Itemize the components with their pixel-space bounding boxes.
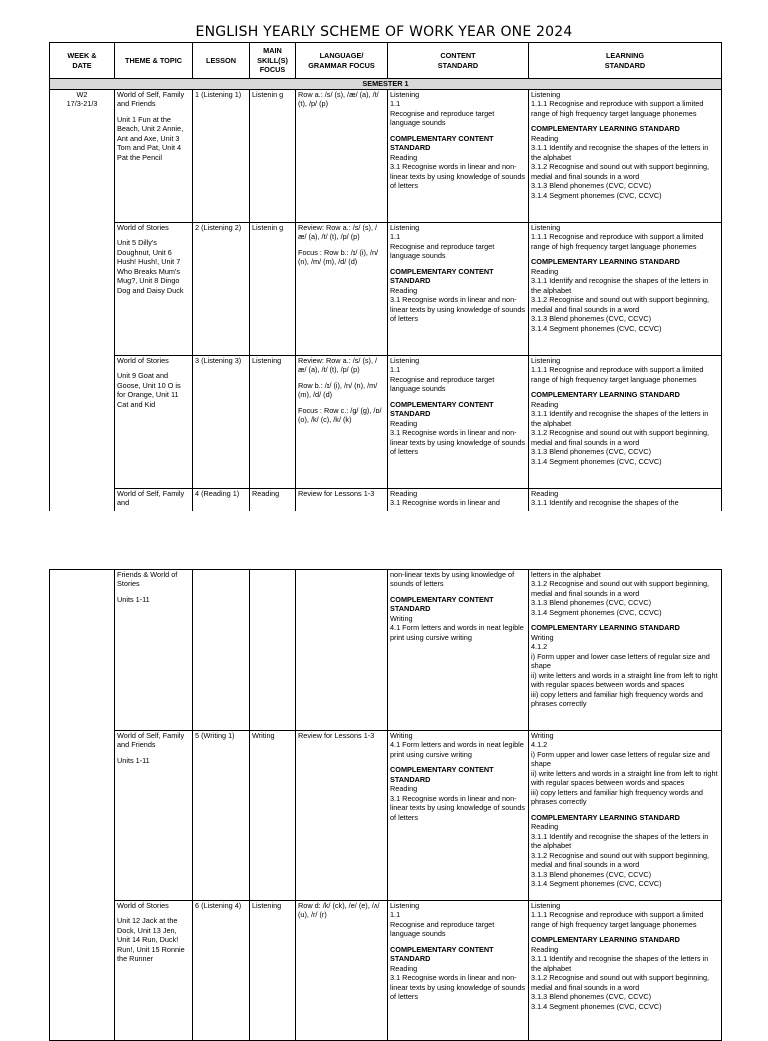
learning-standard-text: 1.1.1 Recognise and reproduce with support a limited range of high frequency target language phonemes [531, 99, 704, 118]
content-standard-text: Reading [390, 489, 418, 498]
header-lesson: LESSON [193, 43, 250, 79]
header-language-line-2: GRAMMAR FOCUS [308, 60, 375, 70]
theme-topic-text: Unit 9 Goat and Goose, Unit 10 O is for Orange, Unit 11 Cat and Kid [117, 371, 181, 409]
content-standard-text: Recognise and reproduce target language sounds [390, 374, 495, 394]
content-standard-text: Recognise and reproduce target language sounds [390, 108, 495, 128]
content-standard-text: Reading [390, 152, 418, 162]
theme-topic-text: World of Self, Family and [117, 489, 185, 508]
language-focus-cell [296, 731, 388, 901]
learning-standard-text: COMPLEMENTARY LEARNING STANDARD [531, 812, 680, 822]
learning-standard-text: COMPLEMENTARY LEARNING STANDARD [531, 623, 680, 633]
learning-standard-text: 3.1.4 Segment phonemes (CVC, CCVC) [531, 190, 662, 200]
content-standard-text: 3.1 Recognise words in linear and non-linear texts by using knowledge of sounds of letters [390, 973, 526, 1002]
skill-focus-cell: Listening [250, 901, 296, 1041]
content-standard-text: Recognise and reproduce target language sounds [390, 919, 495, 939]
week-date-cell [50, 90, 115, 512]
language-focus-cell [296, 489, 388, 512]
theme-topic-text: Units 1-11 [117, 594, 150, 604]
lesson-cell: 6 (Listening 4) [193, 901, 250, 1041]
content-standard-text: COMPLEMENTARY CONTENT STANDARD [390, 765, 494, 784]
learning-standard-text: 4.1.2 [531, 642, 548, 652]
learning-standard-text: 4.1.2 [531, 740, 548, 750]
learning-standard-text: COMPLEMENTARY LEARNING STANDARD [531, 390, 680, 400]
learning-standard-text: Reading [531, 822, 559, 832]
table-row [50, 901, 722, 1041]
document-title: ENGLISH YEARLY SCHEME OF WORK YEAR ONE 2024 [195, 24, 573, 40]
theme-topic-text: Units 1-11 [117, 755, 150, 765]
content-standard-text: 1.1 [390, 910, 401, 920]
language-focus-cell [296, 223, 388, 356]
table-row [50, 90, 722, 223]
content-standard-cell [388, 356, 529, 489]
content-standard-text: Listening [390, 356, 420, 365]
learning-standard-text: 3.1.4 Segment phonemes (CVC, CCVC) [531, 323, 662, 333]
language-focus-cell [296, 90, 388, 223]
content-standard-cell [388, 731, 529, 901]
content-standard-text: 3.1 Recognise words in linear and non-linear texts by using knowledge of sounds of letters [390, 162, 526, 191]
content-standard-text: COMPLEMENTARY CONTENT STANDARD [390, 944, 494, 964]
learning-standard-text: Reading [531, 266, 559, 276]
theme-topic-cell [115, 901, 193, 1041]
learning-standard-text: Reading [531, 133, 559, 143]
week-date-cell [50, 570, 115, 1041]
theme-topic-cell [115, 90, 193, 223]
language-focus-cell [296, 570, 388, 731]
theme-topic-text: World of Stories [117, 356, 169, 365]
header-theme: THEME & TOPIC [115, 43, 193, 79]
learning-standard-text: 3.1.3 Blend phonemes (CVC, CCVC) [531, 869, 652, 879]
header-content-line-1: CONTENT [440, 51, 476, 61]
learning-standard-text: 1.1.1 Recognise and reproduce with support a limited range of high frequency target language phonemes [531, 910, 704, 929]
content-standard-text: 3.1 Recognise words in linear and non-linear texts by using knowledge of sounds of letters [390, 428, 526, 457]
week-date-text: 17/3-21/3 [66, 99, 98, 109]
content-standard-text: 3.1 Recognise words in linear and non-linear texts by using knowledge of sounds of letters [390, 295, 526, 324]
learning-standard-cell [529, 90, 722, 223]
learning-standard-text: Writing [531, 731, 554, 740]
learning-standard-text: letters in the alphabet [531, 570, 601, 579]
theme-topic-text: World of Self, Family and Friends [117, 731, 185, 750]
skill-focus-cell [250, 570, 296, 731]
content-standard-cell [388, 901, 529, 1041]
language-focus-text: Review for Lessons 1-3 [298, 731, 375, 740]
learning-standard-text: 3.1.2 Recognise and sound out with support beginning, medial and final sounds in a word [531, 850, 710, 870]
lesson-cell: 3 (Listening 3) [193, 356, 250, 489]
lesson-cell: 5 (Writing 1) [193, 731, 250, 901]
table-row [50, 731, 722, 901]
header-learning-line-2: STANDARD [604, 60, 646, 70]
learning-standard-text: ii) write letters and words in a straight line from left to right with regular spaces between words and spaces [531, 670, 718, 690]
learning-standard-text: iii) copy letters and familiar high frequency words and phrases correctly [531, 787, 703, 807]
content-standard-cell [388, 489, 529, 512]
learning-standard-text: 3.1.1 Identify and recognise the shapes of the letters in the alphabet [531, 143, 709, 162]
learning-standard-text: Listening [531, 356, 561, 365]
header-week [50, 43, 115, 79]
language-focus-text: Row b.: /ɪ/ (i), /n/ (n), /m/ (m), /d/ (d) [298, 380, 378, 400]
theme-topic-cell [115, 731, 193, 901]
theme-topic-cell [115, 356, 193, 489]
lesson-cell: 2 (Listening 2) [193, 223, 250, 356]
theme-topic-cell [115, 489, 193, 512]
content-standard-cell [388, 223, 529, 356]
table-row [50, 356, 722, 489]
skill-focus-cell: Listening [250, 356, 296, 489]
learning-standard-text: COMPLEMENTARY LEARNING STANDARD [531, 257, 680, 267]
learning-standard-text: 1.1.1 Recognise and reproduce with support a limited range of high frequency target language phonemes [531, 365, 704, 384]
learning-standard-cell [529, 901, 722, 1041]
skill-focus-cell: Reading [250, 489, 296, 512]
content-standard-text: 3.1 Recognise words in linear and [390, 498, 500, 508]
language-focus-text: Review: Row a.: /s/ (s), /æ/ (a), /t/ (t), /p/ (p) [298, 223, 378, 242]
learning-standard-text: 1.1.1 Recognise and reproduce with support a limited range of high frequency target language phonemes [531, 232, 704, 251]
lesson-cell: 1 (Listening 1) [193, 90, 250, 223]
learning-standard-text: i) Form upper and lower case letters of regular size and shape [531, 749, 710, 769]
learning-standard-text: iii) copy letters and familiar high frequency words and phrases correctly [531, 689, 703, 709]
content-standard-text: Reading [390, 418, 418, 428]
learning-standard-text: i) Form upper and lower case letters of regular size and shape [531, 651, 710, 671]
content-standard-text: non-linear texts by using knowledge of sounds of letters [390, 570, 515, 589]
scheme-table-page-2 [49, 569, 722, 1041]
header-language-line-1: LANGUAGE/ [319, 51, 364, 61]
theme-topic-text: Friends & World of Stories [117, 570, 178, 589]
theme-topic-cell [115, 223, 193, 356]
content-standard-text: Reading [390, 285, 418, 295]
learning-standard-text: Reading [531, 399, 559, 409]
language-focus-text: Focus : Row b.: /ɪ/ (i), /n/ (n), /m/ (m), /d/ (d) [298, 247, 379, 267]
theme-topic-text: Unit 1 Fun at the Beach, Unit 2 Annie, Ant and Axe, Unit 3 Tom and Pat, Unit 4 Pat the Pencil [117, 114, 184, 162]
content-standard-text: Listening [390, 90, 420, 99]
learning-standard-text: 3.1.3 Blend phonemes (CVC, CCVC) [531, 181, 652, 191]
learning-standard-text: Reading [531, 489, 559, 498]
learning-standard-cell [529, 489, 722, 512]
learning-standard-text: 3.1.1 Identify and recognise the shapes of the letters in the alphabet [531, 276, 709, 295]
lesson-cell: 4 (Reading 1) [193, 489, 250, 512]
content-standard-text: Writing [390, 613, 413, 623]
learning-standard-text: 3.1.2 Recognise and sound out with support beginning, medial and final sounds in a word [531, 162, 710, 181]
content-standard-text: 1.1 [390, 99, 401, 109]
learning-standard-text: 3.1.3 Blend phonemes (CVC, CCVC) [531, 447, 652, 457]
theme-topic-text: World of Stories [117, 901, 169, 910]
content-standard-text: Recognise and reproduce target language sounds [390, 241, 495, 261]
learning-standard-text: 3.1.1 Identify and recognise the shapes of the letters in the alphabet [531, 409, 709, 428]
semester-row [50, 79, 722, 90]
language-focus-text: Review: Row a.: /s/ (s), /æ/ (a), /t/ (t), /p/ (p) [298, 356, 378, 375]
learning-standard-text: 3.1.1 Identify and recognise the shapes of the letters in the alphabet [531, 831, 709, 851]
header-content-line-2: STANDARD [437, 60, 479, 70]
learning-standard-text: Listening [531, 223, 561, 232]
learning-standard-text: 3.1.1 Identify and recognise the shapes of the [531, 498, 679, 508]
theme-topic-text: World of Stories [117, 223, 169, 232]
learning-standard-cell [529, 570, 722, 731]
learning-standard-text: 3.1.2 Recognise and sound out with support beginning, medial and final sounds in a word [531, 295, 710, 314]
content-standard-text: COMPLEMENTARY CONTENT STANDARD [390, 399, 494, 419]
header-week-line-2: DATE [72, 60, 92, 70]
learning-standard-text: 3.1.4 Segment phonemes (CVC, CCVC) [531, 1001, 662, 1011]
skill-focus-cell: Writing [250, 731, 296, 901]
learning-standard-text: COMPLEMENTARY LEARNING STANDARD [531, 935, 680, 945]
learning-standard-cell [529, 223, 722, 356]
header-skill-line-1: MAIN [263, 46, 282, 56]
page-1-region [0, 0, 768, 511]
language-focus-text: Focus : Row c.: /g/ (g), /ɒ/ (o), /k/ (c), /k/ (k) [298, 405, 382, 425]
learning-standard-text: Reading [531, 944, 559, 954]
learning-standard-text: 3.1.3 Blend phonemes (CVC, CCVC) [531, 314, 652, 324]
content-standard-text: 1.1 [390, 365, 401, 375]
content-standard-text: COMPLEMENTARY CONTENT STANDARD [390, 266, 494, 286]
content-standard-text: Reading [390, 784, 418, 794]
learning-standard-text: 3.1.2 Recognise and sound out with support beginning, medial and final sounds in a word [531, 428, 710, 447]
header-content [388, 43, 529, 79]
language-focus-text: Row d: /k/ (ck), /e/ (e), /ʌ/ (u), /r/ (r) [298, 901, 380, 920]
learning-standard-cell [529, 731, 722, 901]
table-row [50, 570, 722, 731]
learning-standard-text: ii) write letters and words in a straight line from left to right with regular spaces between words and spaces [531, 768, 718, 788]
learning-standard-text: 3.1.2 Recognise and sound out with support beginning, medial and final sounds in a word [531, 973, 710, 992]
content-standard-cell [388, 570, 529, 731]
learning-standard-text: 3.1.4 Segment phonemes (CVC, CCVC) [531, 607, 662, 617]
lesson-cell [193, 570, 250, 731]
header-skill-line-3: FOCUS [259, 65, 286, 75]
theme-topic-text: Unit 12 Jack at the Dock, Unit 13 Jen, Unit 14 Run, Duck! Run!, Unit 15 Ronnie the Runner [117, 916, 185, 964]
learning-standard-text: COMPLEMENTARY LEARNING STANDARD [531, 124, 680, 134]
learning-standard-text: 3.1.4 Segment phonemes (CVC, CCVC) [531, 879, 662, 889]
header-skill-line-2: SKILL(S) [257, 55, 288, 65]
learning-standard-text: 3.1.3 Blend phonemes (CVC, CCVC) [531, 992, 652, 1002]
content-standard-text: Writing [390, 731, 413, 740]
theme-topic-cell [115, 570, 193, 731]
header-learning [529, 43, 722, 79]
skill-focus-cell: Listenin g [250, 223, 296, 356]
content-standard-cell [388, 90, 529, 223]
table-row [50, 223, 722, 356]
content-standard-text: 1.1 [390, 232, 401, 242]
header-row [50, 43, 722, 79]
header-skill [250, 43, 296, 79]
theme-topic-text: Unit 5 Dilly's Doughnut, Unit 6 Hush! Hush!, Unit 7 Who Breaks Mum's Mug?, Unit 8 Dingo Dog and Daisy Duck [117, 238, 184, 295]
learning-standard-text: Writing [531, 632, 554, 642]
theme-topic-text: World of Self, Family and Friends [117, 90, 185, 109]
language-focus-cell [296, 901, 388, 1041]
language-focus-text: Row a.: /s/ (s), /æ/ (a), /t/ (t), /p/ (p) [298, 90, 379, 109]
content-standard-text: COMPLEMENTARY CONTENT STANDARD [390, 594, 494, 614]
table-row [50, 489, 722, 512]
header-language [296, 43, 388, 79]
content-standard-text: 4.1 Form letters and words in neat legible print using cursive writing [390, 740, 524, 759]
semester-label: SEMESTER 1 [50, 79, 722, 90]
content-standard-text: COMPLEMENTARY CONTENT STANDARD [390, 133, 494, 153]
learning-standard-cell [529, 356, 722, 489]
content-standard-text: Listening [390, 901, 420, 910]
learning-standard-text: 3.1.4 Segment phonemes (CVC, CCVC) [531, 456, 662, 466]
scheme-table-page-1 [49, 42, 722, 511]
learning-standard-text: Listening [531, 901, 561, 910]
learning-standard-text: 3.1.2 Recognise and sound out with support beginning, medial and final sounds in a word [531, 579, 710, 598]
content-standard-text: 3.1 Recognise words in linear and non-linear texts by using knowledge of sounds of letters [390, 793, 526, 822]
learning-standard-text: 3.1.3 Blend phonemes (CVC, CCVC) [531, 598, 652, 608]
content-standard-text: Reading [390, 963, 418, 973]
language-focus-cell [296, 356, 388, 489]
week-date-text: W2 [76, 90, 88, 99]
skill-focus-cell: Listenin g [250, 90, 296, 223]
header-learning-line-1: LEARNING [605, 51, 645, 61]
header-week-line-1: WEEK & [67, 51, 97, 61]
content-standard-text: Listening [390, 223, 420, 232]
content-standard-text: 4.1 Form letters and words in neat legible print using cursive writing [390, 623, 524, 642]
language-focus-text: Review for Lessons 1-3 [298, 489, 375, 498]
learning-standard-text: Listening [531, 90, 561, 99]
learning-standard-text: 3.1.1 Identify and recognise the shapes of the letters in the alphabet [531, 954, 709, 973]
